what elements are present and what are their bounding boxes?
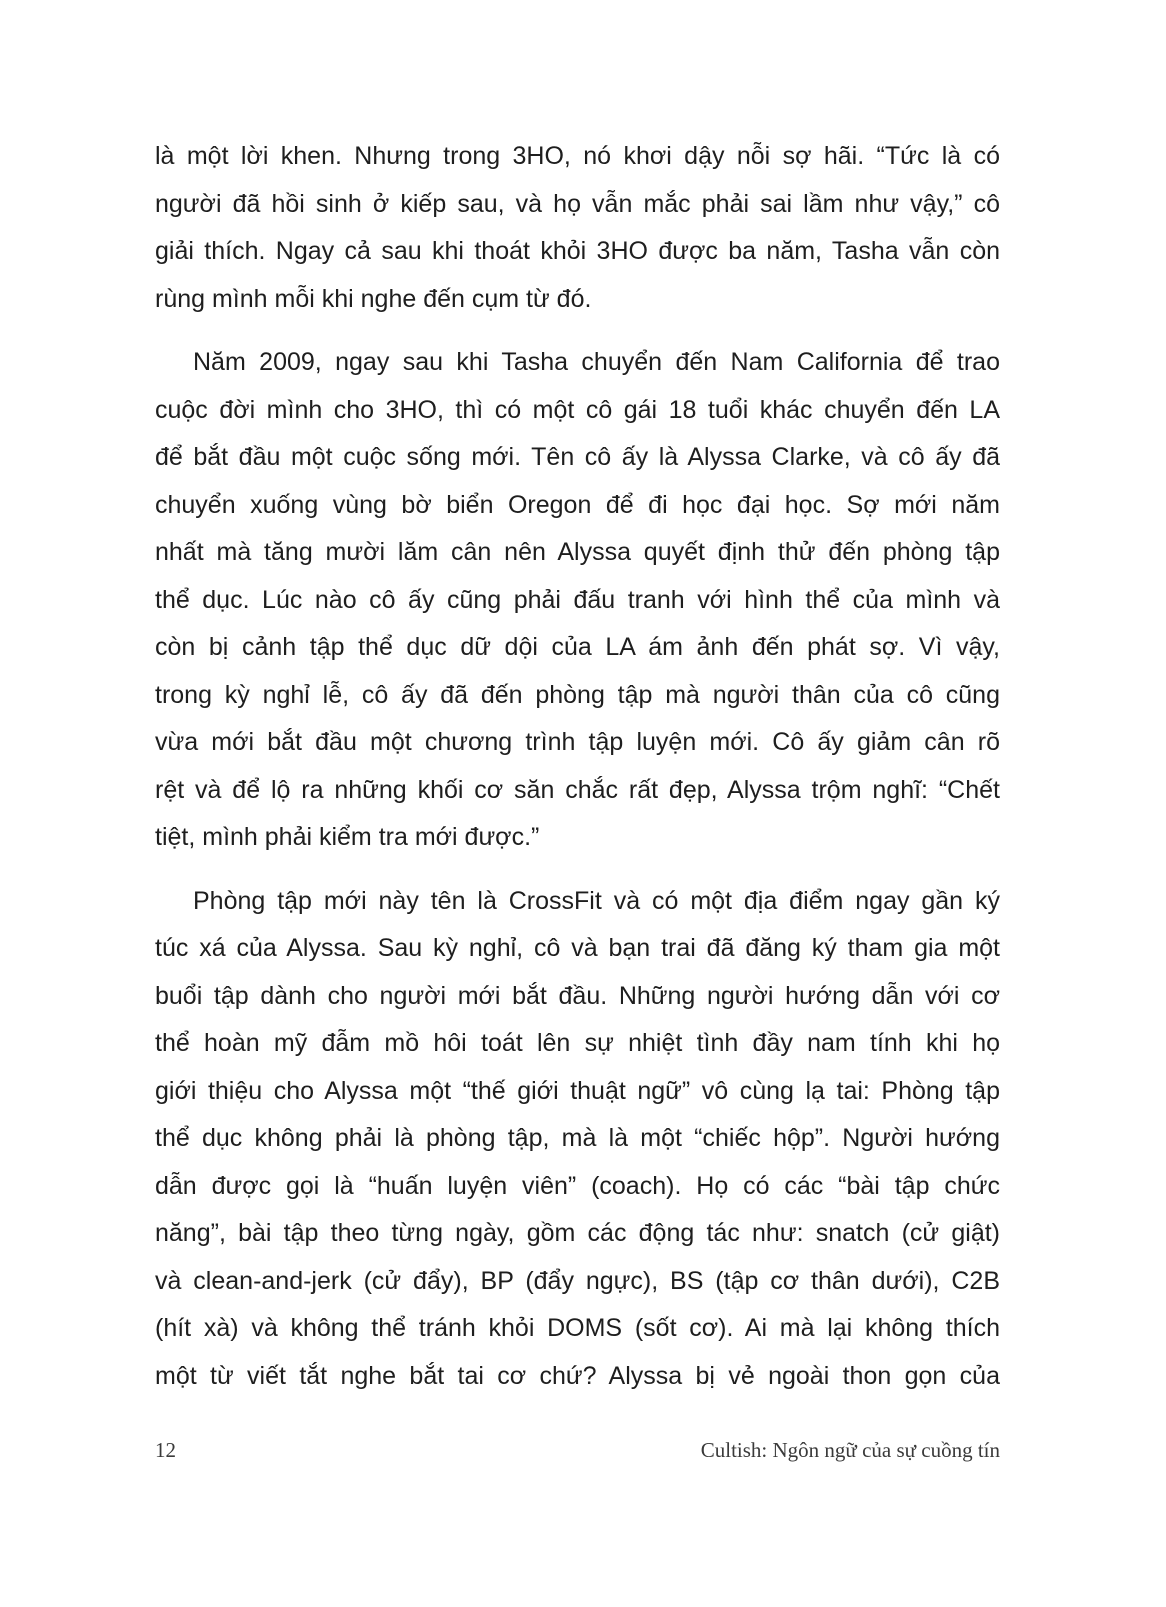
body-text xyxy=(155,133,1000,1416)
text-line: túc xá của Alyssa. Sau kỳ nghỉ, cô và bạn trai đã đăng ký tham gia một xyxy=(155,934,1000,962)
text-line: Năm 2009, ngay sau khi Tasha chuyển đến Nam California để trao xyxy=(193,348,1000,376)
text-line: thể dục. Lúc nào cô ấy cũng phải đấu tranh với hình thể của mình và xyxy=(155,585,1000,614)
text-line: chuyển xuống vùng bờ biển Oregon để đi học đại học. Sợ mới năm xyxy=(155,490,1000,519)
text-line: cuộc đời mình cho 3HO, thì có một cô gái 18 tuổi khác chuyển đến LA xyxy=(155,395,1000,424)
text-line: Phòng tập mới này tên là CrossFit và có một địa điểm ngay gần ký xyxy=(193,886,1000,915)
text-line: giới thiệu cho Alyssa một “thế giới thuật ngữ” vô cùng lạ tai: Phòng tập xyxy=(155,1076,1000,1105)
text-line: để bắt đầu một cuộc sống mới. Tên cô ấy là Alyssa Clarke, và cô ấy đã xyxy=(155,443,1000,471)
text-line: thể hoàn mỹ đẫm mồ hôi toát lên sự nhiệt tình đầy nam tính khi họ xyxy=(155,1029,1000,1057)
text-line: còn bị cảnh tập thể dục dữ dội của LA ám ảnh đến phát sợ. Vì vậy, xyxy=(155,633,1000,661)
text-line: dẫn được gọi là “huấn luyện viên” (coach). Họ có các “bài tập chức xyxy=(155,1171,1000,1200)
paragraph xyxy=(155,133,1000,323)
text-line: nhất mà tăng mười lăm cân nên Alyssa quyết định thử đến phòng tập xyxy=(155,538,1000,566)
text-line: một từ viết tắt nghe bắt tai cơ chứ? Alyssa bị vẻ ngoài thon gọn của xyxy=(155,1361,1000,1390)
page-footer xyxy=(155,1438,1000,1463)
text-line: rùng mình mỗi khi nghe đến cụm từ đó. xyxy=(155,284,592,313)
text-line: tiệt, mình phải kiểm tra mới được.” xyxy=(155,823,540,851)
text-line: năng”, bài tập theo từng ngày, gồm các động tác như: snatch (cử giật) xyxy=(155,1219,1000,1247)
paragraph xyxy=(155,878,1000,1401)
text-line: giải thích. Ngay cả sau khi thoát khỏi 3HO được ba năm, Tasha vẫn còn xyxy=(155,237,1000,265)
text-line: (hít xà) và không thể tránh khỏi DOMS (sốt cơ). Ai mà lại không thích xyxy=(155,1314,1000,1342)
page-number: 12 xyxy=(155,1438,176,1462)
text-line: và clean-and-jerk (cử đẩy), BP (đẩy ngực), BS (tập cơ thân dưới), C2B xyxy=(155,1266,1000,1295)
text-line: thể dục không phải là phòng tập, mà là một “chiếc hộp”. Người hướng xyxy=(155,1124,1000,1152)
paragraph xyxy=(155,339,1000,862)
running-title: Cultish: Ngôn ngữ của sự cuồng tín xyxy=(700,1438,1000,1462)
text-line: người đã hồi sinh ở kiếp sau, và họ vẫn mắc phải sai lầm như vậy,” cô xyxy=(155,189,1000,218)
text-line: rệt và để lộ ra những khối cơ săn chắc rất đẹp, Alyssa trộm nghĩ: “Chết xyxy=(155,775,1000,804)
text-line: vừa mới bắt đầu một chương trình tập luyện mới. Cô ấy giảm cân rõ xyxy=(155,728,1000,756)
text-line: là một lời khen. Nhưng trong 3HO, nó khơi dậy nỗi sợ hãi. “Tức là có xyxy=(155,142,1000,170)
text-line: buổi tập dành cho người mới bắt đầu. Những người hướng dẫn với cơ xyxy=(155,981,1000,1010)
text-line: trong kỳ nghỉ lễ, cô ấy đã đến phòng tập mà người thân của cô cũng xyxy=(155,680,1000,709)
